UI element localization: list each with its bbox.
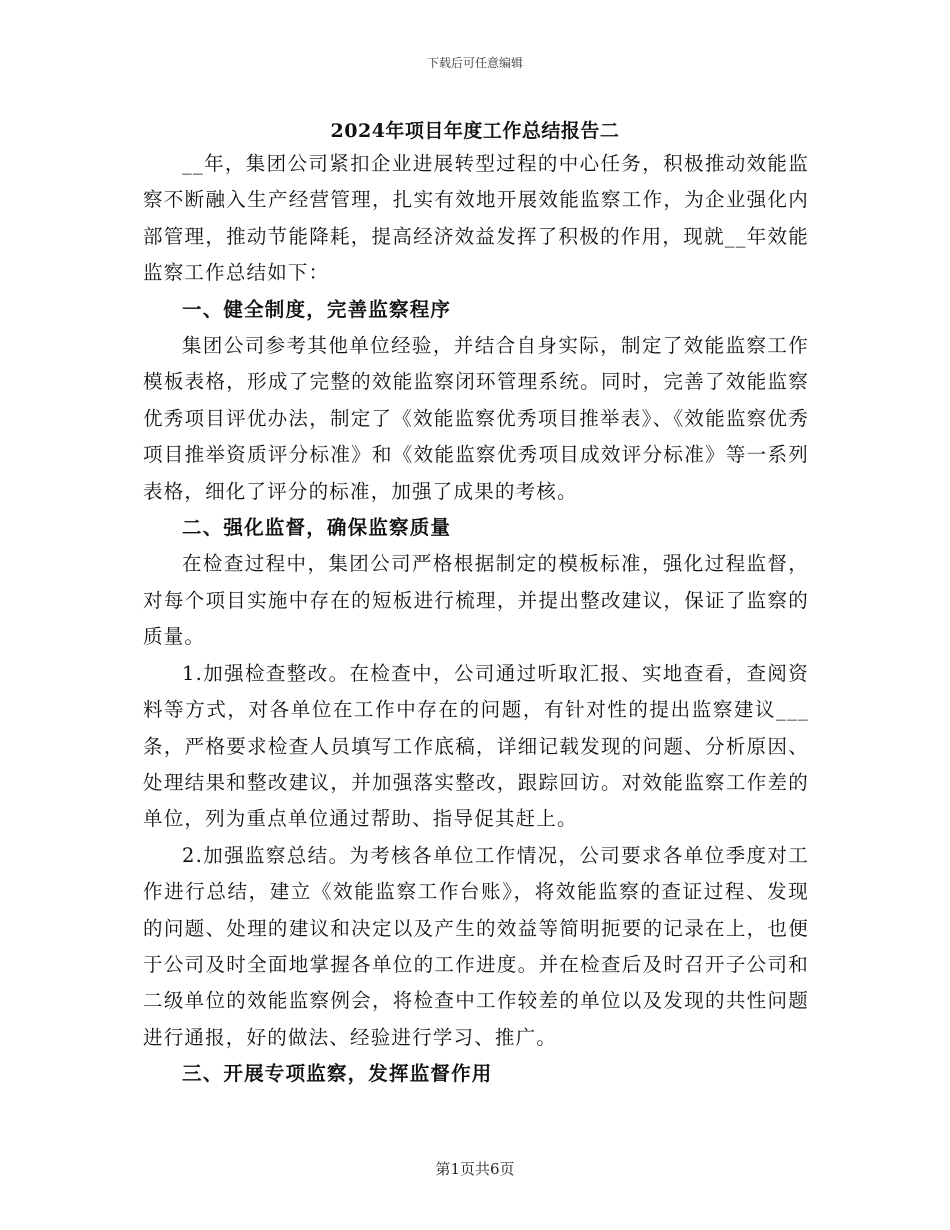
section-heading-3: 三、开展专项监察，发挥监督作用 xyxy=(182,1062,493,1086)
section-2-item-1: 1.加强检查整改。在检查中，公司通过听取汇报、实地查看，查阅资料等方式，对各单位在工作中存在的问题，有针对性的提出监察建议___条，严格要求检查人员填写工作底稿，详细记载发现的问题、分析原因、处理结果和整改建议，并加强落实整改，跟踪回访。对效能监察工作差的单位，列为重点单位通过帮助、指导促其赶上。 xyxy=(143,661,809,831)
section-2-item-2: 2.加强监察总结。为考核各单位工作情况，公司要求各单位季度对工作进行总结，建立《效能监察工作台账》，将效能监察的查证过程、发现的问题、处理的建议和决定以及产生的效益等简明扼要的记录在上，也便于公司及时全面地掌握各单位的工作进度。并在检查后及时召开子公司和二级单位的效能监察例会，将检查中工作较差的单位以及发现的共性问题进行通报，好的做法、经验进行学习、推广。 xyxy=(143,843,809,1049)
section-heading-1: 一、健全制度，完善监察程序 xyxy=(182,297,452,321)
section-1-paragraph: 集团公司参考其他单位经验，并结合自身实际，制定了效能监察工作模板表格，形成了完整的效能监察闭环管理系统。同时，完善了效能监察优秀项目评优办法，制定了《效能监察优秀项目推举表》、《效能监察优秀项目推举资质评分标准》和《效能监察优秀项目成效评分标准》等一系列表格，细化了评分的标准，加强了成果的考核。 xyxy=(143,334,809,503)
section-heading-2: 二、强化监督，确保监察质量 xyxy=(182,516,452,540)
intro-paragraph: __年，集团公司紧扣企业进展转型过程的中心任务，积极推动效能监察不断融入生产经营管理，扎实有效地开展效能监察工作，为企业强化内部管理，推动节能降耗，提高经济效益发挥了积极的作用，现就__年效能监察工作总结如下： xyxy=(143,152,809,285)
document-body xyxy=(143,146,809,1093)
section-2-paragraph: 在检查过程中，集团公司严格根据制定的模板标准，强化过程监督，对每个项目实施中存在的短板进行梳理，并提出整改建议，保证了监察的质量。 xyxy=(143,552,809,649)
document-title: 2024年项目年度工作总结报告二 xyxy=(330,120,620,142)
page-header: 下载后可任意编辑 xyxy=(426,56,523,70)
page-footer: 第1页共6页 xyxy=(435,1160,515,1178)
